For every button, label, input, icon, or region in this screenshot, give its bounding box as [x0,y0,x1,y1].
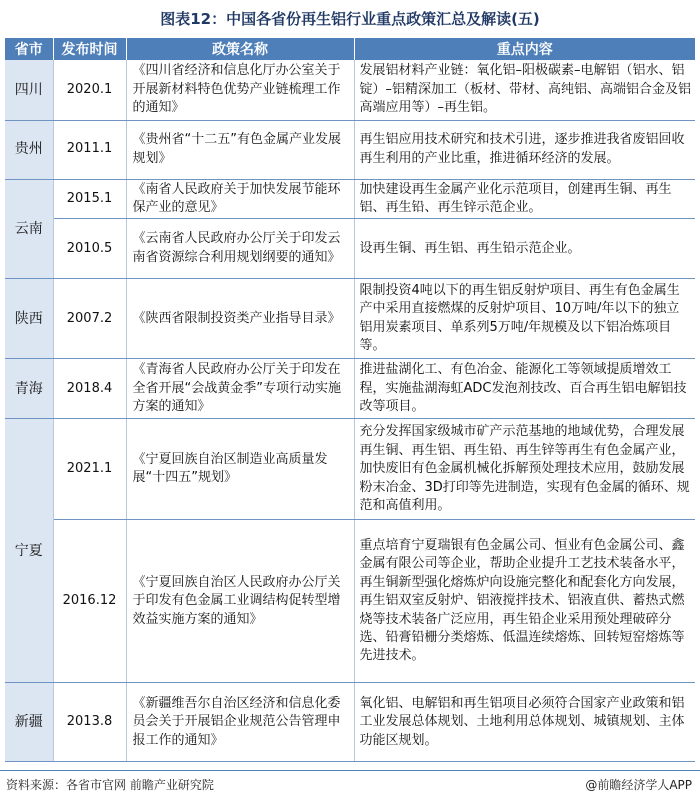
date-cell: 2016.12 [53,520,126,683]
province-cell: 宁夏 [5,419,53,683]
content-cell: 发展铝材料产业链：氧化铝–阳极碳素–电解铝（铝水、铝锭）–铝精深加工（板材、带材、高纯铝、高端铝合金及铝高端应用等）–再生铝。 [354,60,695,120]
date-cell: 2007.2 [53,279,126,359]
province-cell: 贵州 [5,120,53,179]
content-cell: 设再生铜、再生铝、再生铅示范企业。 [354,219,695,279]
table-row [5,179,695,219]
header-date: 发布时间 [53,38,126,60]
brand-credit: @前瞻经济学人APP [585,778,692,792]
content-cell: 限制投资4吨以下的再生铝反射炉项目、再生有色金属生产中采用直接燃煤的反射炉项目、10万吨/年以下的独立铝用炭素项目、单系列5万吨/年规模及以下铝冶炼项目等。 [354,279,695,359]
policy-cell: 《云南省人民政府办公厅关于印发云南省资源综合利用规划纲要的通知》 [126,219,354,279]
page-title: 图表12：中国各省份再生铝行业重点政策汇总及解读(五) [160,10,540,28]
policy-cell: 《陕西省限制投资类产业指导目录》 [126,279,354,359]
province-cell: 青海 [5,359,53,419]
content-cell: 氧化铝、电解铝和再生铝项目必须符合国家产业政策和铝工业发展总体规划、土地利用总体规划、城镇规划、主体功能区规划。 [354,683,695,762]
policy-cell: 《青海省人民政府办公厅关于印发在全省开展“会战黄金季”专项行动实施方案的通知》 [126,359,354,419]
table-row [5,419,695,520]
date-cell: 2018.4 [53,359,126,419]
content-cell: 加快建设再生金属产业化示范项目，创建再生铜、再生铝、再生铅、再生锌示范企业。 [354,179,695,219]
date-cell: 2020.1 [53,60,126,120]
policy-cell: 《南省人民政府关于加快发展节能环保产业的意见》 [126,179,354,219]
policy-cell: 《贵州省“十二五”有色金属产业发展规划》 [126,120,354,179]
table-row [5,120,695,179]
table-row [5,219,695,279]
content-cell: 充分发挥国家级城市矿产示范基地的地域优势，合理发展再生铜、再生铝、再生铅、再生锌等再生有色金属产业，加快废旧有色金属机械化拆解预处理技术应用，鼓励发展粉末冶金、3D打印等先进制造，实现有色金属的循环、规范和高值利用。 [354,419,695,520]
header-province: 省市 [5,38,53,60]
table-row [5,60,695,120]
policy-table [5,38,695,762]
date-cell: 2013.8 [53,683,126,762]
header-content: 重点内容 [354,38,695,60]
content-cell: 重点培育宁夏瑞银有色金属公司、恒业有色金属公司、鑫金属有限公司等企业，帮助企业提升工艺技术装备水平，再生铜新型强化熔炼炉向设施完整化和配套化方向发展，再生铝双室反射炉、铝液搅拌技术、铝液直供、蓄热式燃烧等技术装备广泛应用，再生铅企业采用预处理破碎分选、铅膏铅栅分类熔炼、低温连续熔炼、回转短窑熔炼等先进技术。 [354,520,695,683]
table-row [5,279,695,359]
header-policy: 政策名称 [126,38,354,60]
province-cell: 四川 [5,60,53,120]
date-cell: 2021.1 [53,419,126,520]
policy-cell: 《四川省经济和信息化厅办公室关于开展新材料特色优势产业链梳理工作的通知》 [126,60,354,120]
table-header-row [5,38,695,60]
policy-cell: 《宁夏回族自治区人民政府办公厅关于印发有色金属工业调结构促转型增效益实施方案的通知》 [126,520,354,683]
date-cell: 2011.1 [53,120,126,179]
policy-cell: 《新疆维吾尔自治区经济和信息化委员会关于开展铝企业规范公告管理申报工作的通知》 [126,683,354,762]
table-row [5,683,695,762]
province-cell: 新疆 [5,683,53,762]
source-note: 资料来源：各省市官网 前瞻产业研究院 [6,778,214,792]
date-cell: 2010.5 [53,219,126,279]
table-row [5,520,695,683]
table-row [5,359,695,419]
footer [0,770,700,795]
date-cell: 2015.1 [53,179,126,219]
content-cell: 推进盐湖化工、有色冶金、能源化工等领域提质增效工程，实施盐湖海虹ADC发泡剂技改、百合再生铝电解铝技改等项目。 [354,359,695,419]
policy-cell: 《宁夏回族自治区制造业高质量发展“十四五”规划》 [126,419,354,520]
province-cell: 陕西 [5,279,53,359]
province-cell: 云南 [5,179,53,279]
content-cell: 再生铝应用技术研究和技术引进，逐步推进我省废铝回收再生利用的产业比重，推进循环经济的发展。 [354,120,695,179]
